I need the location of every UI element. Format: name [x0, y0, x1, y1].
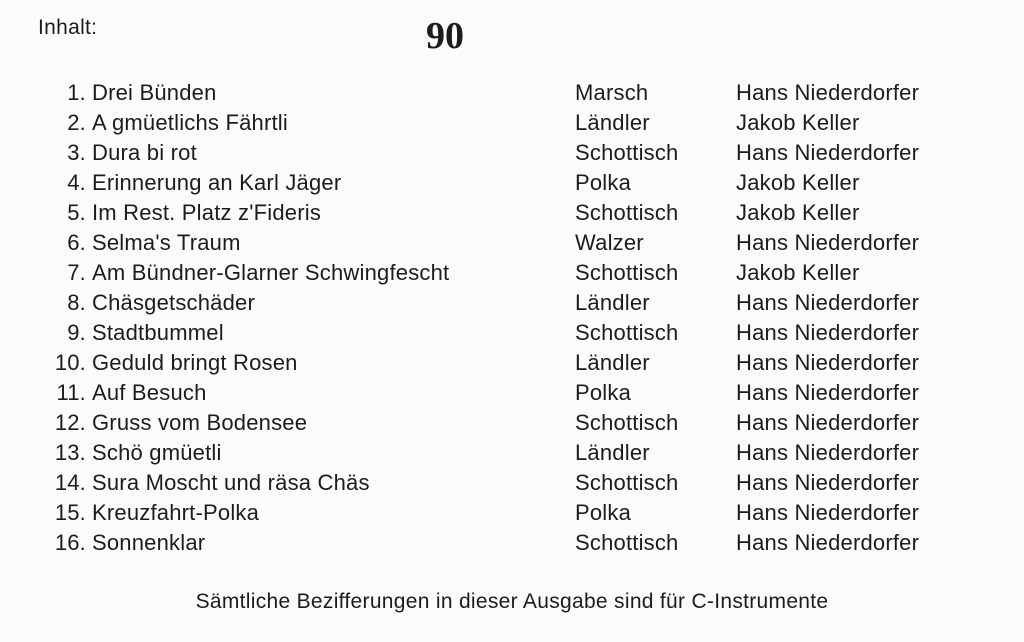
volume-number: 90: [426, 15, 464, 57]
entry-number: 15.: [54, 500, 86, 525]
entry-composer: Hans Niederdorfer: [736, 380, 920, 405]
footer-note: Sämtliche Bezifferungen in dieser Ausgabe sind für C-Instrumente: [195, 590, 829, 613]
entry-title: Gruss vom Bodensee: [92, 410, 308, 435]
entry-type: Schottisch: [575, 470, 679, 495]
entry-title: Am Bündner-Glarner Schwingfescht: [92, 260, 450, 285]
entry-title: Geduld bringt Rosen: [92, 350, 298, 375]
entry-title: Sura Moscht und räsa Chäs: [92, 470, 370, 495]
entry-number: 1.: [67, 80, 86, 105]
entry-type: Walzer: [575, 230, 644, 255]
entry-number: 4.: [67, 170, 86, 195]
entry-title: Sonnenklar: [92, 530, 206, 555]
list-item: [0, 108, 1024, 138]
list-item: [0, 348, 1024, 378]
entry-number: 12.: [54, 410, 86, 435]
entry-title: Dura bi rot: [92, 140, 197, 165]
entry-type: Schottisch: [575, 410, 679, 435]
entry-composer: Jakob Keller: [736, 200, 860, 225]
entry-type: Ländler: [575, 290, 650, 315]
entry-type: Schottisch: [575, 530, 679, 555]
list-item: [0, 528, 1024, 558]
contents-label: Inhalt:: [38, 16, 98, 39]
entry-composer: Hans Niederdorfer: [736, 350, 920, 375]
entry-type: Ländler: [575, 110, 650, 135]
entry-type: Polka: [575, 380, 632, 405]
entry-title: Chäsgetschäder: [92, 290, 256, 315]
entry-composer: Hans Niederdorfer: [736, 470, 920, 495]
entry-title: Im Rest. Platz z'Fideris: [92, 200, 322, 225]
contents-list: [0, 78, 1024, 558]
entry-title: Schö gmüetli: [92, 440, 222, 465]
entry-composer: Hans Niederdorfer: [736, 290, 920, 315]
entry-composer: Hans Niederdorfer: [736, 140, 920, 165]
entry-type: Polka: [575, 500, 632, 525]
entry-composer: Hans Niederdorfer: [736, 410, 920, 435]
entry-composer: Hans Niederdorfer: [736, 440, 920, 465]
entry-type: Schottisch: [575, 200, 679, 225]
list-item: [0, 138, 1024, 168]
list-item: [0, 228, 1024, 258]
entry-title: Kreuzfahrt-Polka: [92, 500, 260, 525]
list-item: [0, 438, 1024, 468]
entry-type: Schottisch: [575, 140, 679, 165]
list-item: [0, 198, 1024, 228]
entry-number: 3.: [67, 140, 86, 165]
entry-composer: Jakob Keller: [736, 110, 860, 135]
list-item: [0, 378, 1024, 408]
entry-type: Ländler: [575, 440, 650, 465]
entry-number: 9.: [67, 320, 86, 345]
entry-composer: Hans Niederdorfer: [736, 230, 920, 255]
list-item: [0, 168, 1024, 198]
entry-title: Drei Bünden: [92, 80, 217, 105]
entry-number: 7.: [67, 260, 86, 285]
entry-title: Selma's Traum: [92, 230, 241, 255]
entry-composer: Hans Niederdorfer: [736, 80, 920, 105]
entry-number: 8.: [67, 290, 86, 315]
entry-number: 6.: [67, 230, 86, 255]
list-item: [0, 78, 1024, 108]
entry-type: Schottisch: [575, 320, 679, 345]
list-item: [0, 468, 1024, 498]
list-item: [0, 498, 1024, 528]
entry-composer: Hans Niederdorfer: [736, 530, 920, 555]
list-item: [0, 408, 1024, 438]
entry-composer: Jakob Keller: [736, 170, 860, 195]
entry-number: 10.: [54, 350, 86, 375]
entry-title: Erinnerung an Karl Jäger: [92, 170, 342, 195]
entry-composer: Hans Niederdorfer: [736, 320, 920, 345]
entry-composer: Jakob Keller: [736, 260, 860, 285]
entry-number: 13.: [54, 440, 86, 465]
entry-number: 16.: [54, 530, 86, 555]
entry-type: Ländler: [575, 350, 650, 375]
entry-number: 14.: [54, 470, 86, 495]
entry-number: 2.: [67, 110, 86, 135]
entry-number: 11.: [56, 380, 86, 405]
entry-type: Marsch: [575, 80, 649, 105]
entry-type: Schottisch: [575, 260, 679, 285]
list-item: [0, 258, 1024, 288]
entry-title: Stadtbummel: [92, 320, 224, 345]
entry-composer: Hans Niederdorfer: [736, 500, 920, 525]
list-item: [0, 288, 1024, 318]
entry-number: 5.: [67, 200, 86, 225]
entry-title: Auf Besuch: [92, 380, 207, 405]
list-item: [0, 318, 1024, 348]
entry-type: Polka: [575, 170, 632, 195]
entry-title: A gmüetlichs Fährtli: [92, 110, 288, 135]
